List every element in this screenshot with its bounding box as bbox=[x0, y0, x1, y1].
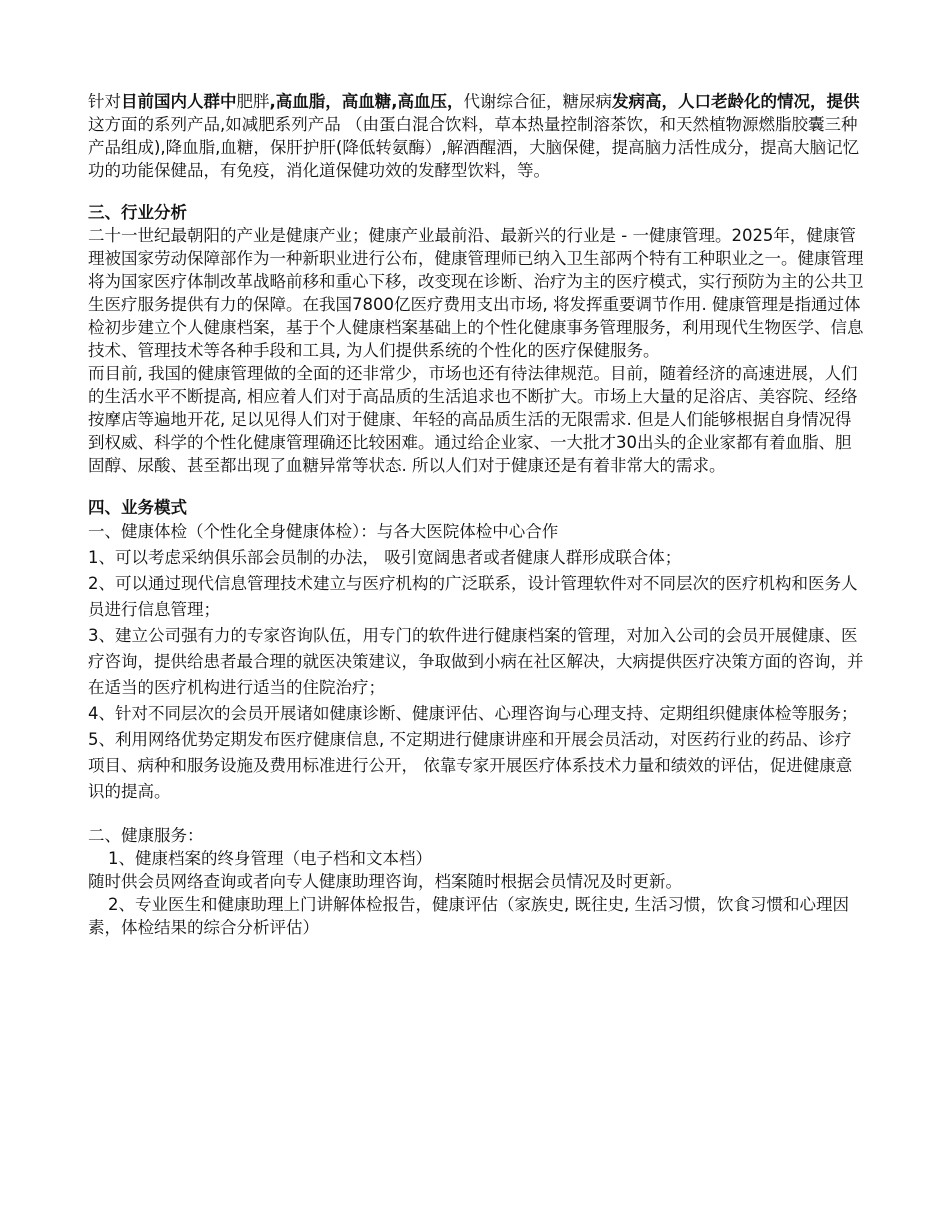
intro-emphasis: 目前国内人群中 bbox=[121, 92, 237, 111]
service-item-title: 1、健康档案的终身管理（电子档和文本档） bbox=[108, 849, 432, 868]
business-list-item: 5、利用网络优势定期发布医疗健康信息, 不定期进行健康讲座和开展会员活动，对医药行业的药品、诊疗项目、病种和服务设施及费用标准进行公开， 依靠专家开展医疗体系技术力量和绩效的评估，促进健康意识的提高。 bbox=[88, 730, 853, 801]
section-heading-industry-analysis: 三、行业分析 bbox=[88, 203, 187, 222]
business-subheading: 一、健康体检（个性化全身健康体检）：与各大医院体检中心合作 bbox=[88, 522, 559, 541]
business-list-item: 1、可以考虑采纳俱乐部会员制的办法， 吸引宽阔患者或者健康人群形成联合体； bbox=[88, 548, 682, 567]
service-item-text: 2、专业医生和健康助理上门讲解体检报告，健康评估（家族史, 既往史, 生活习惯，饮食习惯和心理因素，体检结果的综合分析评估） bbox=[88, 895, 849, 937]
intro-text: 这方面的系列产品,如减肥系列产品 （由蛋白混合饮料，草本热量控制溶茶饮，和天然植物源燃脂胶囊三种产品组成),降血脂,血糖，保肝护肝(降低转氨酶）,解酒醒酒，大脑保健，提高脑力活性成分，提高大脑记忆功的功能保健品，有免疫，消化道保健功效的发酵型饮料，等。 bbox=[88, 115, 860, 180]
section-heading-health-service: 二、健康服务： bbox=[88, 826, 204, 845]
intro-text: 代谢综合征，糖尿病 bbox=[463, 92, 613, 111]
industry-paragraph: 而目前, 我国的健康管理做的全面的还非常少，市场也还有待法律规范。目前，随着经济的高速进展，人们的生活水平不断提高, 相应着人们对于高品质的生活追求也不断扩大。市场上大量的足浴店、美容院、经络按摩店等遍地开花, 足以见得人们对于健康、年轻的高品质生活的无限需求. 但是人们能够根据自身情况得到权威、科学的个性化健康管理确还比较困难。通过给企业家、一大批才30出头的企业家都有着血脂、胆固醇、尿酸、甚至都出现了血糖异常等状态. 所以人们对于健康还是有着非常大的需求。 bbox=[88, 364, 858, 475]
service-item-description: 随时供会员网络查询或者向专人健康助理咨询，档案随时根据会员情况及时更新。 bbox=[88, 872, 682, 891]
intro-emphasis: ,高血脂，高血糖,高血压， bbox=[269, 92, 464, 111]
service-item bbox=[88, 893, 864, 939]
industry-paragraph: 二十一世纪最朝阳的产业是健康产业；健康产业最前沿、最新兴的行业是 - 一健康管理。2025年，健康管理被国家劳动保障部作为一种新职业进行公布，健康管理师已纳入卫生部两个特有工种职业之一。健康管理将为国家医疗体制改革战略前移和重心下移，改变现在诊断、治疗为主的医疗模式，实行预防为主的公共卫生医疗服务提供有力的保障。在我国7800亿医疗费用支出市场, 将发挥重要调节作用. 健康管理是指通过体检初步建立个人健康档案，基于个人健康档案基础上的个性化健康事务管理服务，利用现代生物医学、信息技术、管理技术等各种手段和工具, 为人们提供系统的个性化的医疗保健服务。 bbox=[88, 226, 864, 360]
section-spacer bbox=[88, 477, 864, 496]
section-spacer bbox=[88, 805, 864, 824]
intro-paragraph bbox=[88, 90, 864, 182]
section-spacer bbox=[88, 182, 864, 201]
business-list-item: 3、建立公司强有力的专家咨询队伍，用专门的软件进行健康档案的管理，对加入公司的会员开展健康、医疗咨询，提供给患者最合理的就医决策建议，争取做到小病在社区解决，大病提供医疗决策方面的咨询，并在适当的医疗机构进行适当的住院治疗； bbox=[88, 626, 864, 697]
section-heading-business-model: 四、业务模式 bbox=[88, 498, 187, 517]
intro-text: 肥胖 bbox=[236, 92, 270, 111]
business-list-item: 2、可以通过现代信息管理技术建立与医疗机构的广泛联系，设计管理软件对不同层次的医疗机构和医务人员进行信息管理； bbox=[88, 574, 858, 619]
intro-emphasis: 发病高，人口老龄化的情况，提供 bbox=[612, 92, 860, 111]
intro-text: 针对 bbox=[88, 92, 121, 111]
business-list-item: 4、针对不同层次的会员开展诸如健康诊断、健康评估、心理咨询与心理支持、定期组织健康体检等服务； bbox=[88, 704, 858, 723]
